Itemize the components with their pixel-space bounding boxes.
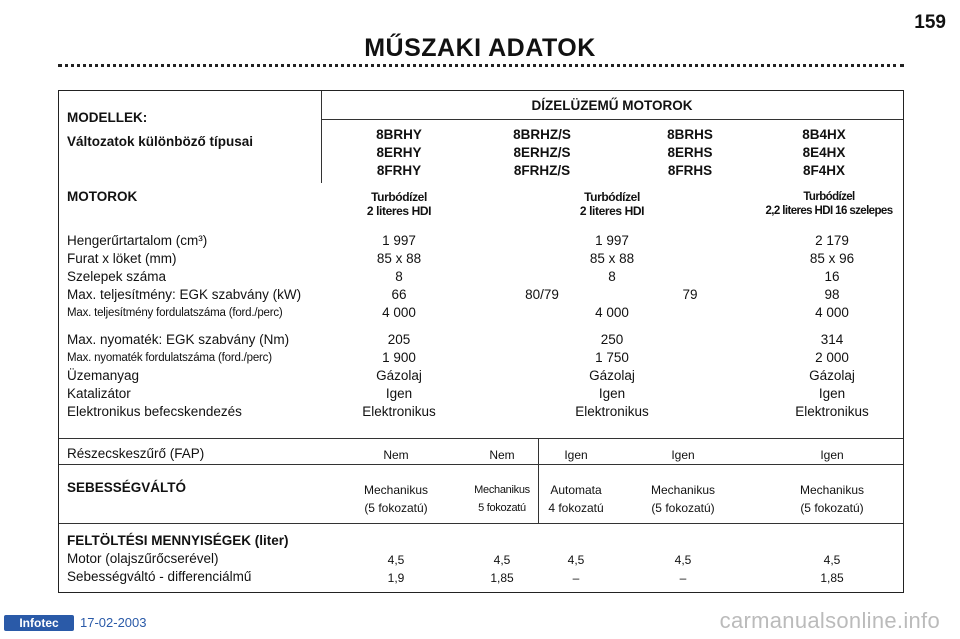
engine-type: Turbódízel 2 literes HDI	[366, 190, 432, 218]
spec-value: 16	[824, 269, 840, 284]
spec-value: 314	[820, 332, 844, 347]
fap-value: Igen	[671, 448, 695, 462]
spec-value: 8	[608, 269, 616, 284]
spec-value: 79	[682, 287, 698, 302]
footer-date: 17-02-2003	[80, 615, 147, 630]
variants-label: Változatok különböző típusai	[67, 134, 254, 149]
gearbox-value: Mechanikus (5 fokozatú)	[799, 483, 865, 515]
spec-label: Elektronikus befecskendezés	[67, 404, 242, 419]
spec-value: 85 x 96	[809, 251, 855, 266]
engines-label: MOTOROK	[67, 189, 138, 204]
spec-value: Igen	[598, 386, 626, 401]
fap-value: Nem	[489, 448, 515, 462]
row-divider	[59, 464, 903, 465]
gearbox-value: Automata 4 fokozatú	[548, 483, 604, 515]
spec-value: 80/79	[525, 287, 559, 302]
spec-value: 1 750	[595, 350, 629, 365]
spec-label: Furat x löket (mm)	[67, 251, 177, 266]
infotec-logo: Infotec	[4, 615, 74, 631]
spec-value: 98	[824, 287, 840, 302]
watermark: carmanualsonline.info	[719, 608, 940, 633]
capacity-value: –	[679, 571, 687, 585]
spec-value: 4 000	[595, 305, 629, 320]
capacity-label: Sebességváltó - differenciálmű	[67, 569, 252, 584]
spec-value: 85 x 88	[376, 251, 422, 266]
row-divider	[59, 438, 903, 439]
spec-value: 1 997	[382, 233, 416, 248]
capacity-value: 4,5	[823, 553, 841, 567]
spec-value: 8	[395, 269, 403, 284]
capacity-value: 4,5	[674, 553, 692, 567]
spec-value: Elektronikus	[362, 404, 436, 419]
spec-value: 2 000	[815, 350, 849, 365]
column-divider	[538, 438, 539, 523]
spec-value: Gázolaj	[809, 368, 855, 383]
capacity-value: –	[572, 571, 580, 585]
capacity-value: 1,85	[820, 571, 844, 585]
spec-value: 66	[391, 287, 407, 302]
spec-value: Elektronikus	[575, 404, 649, 419]
fap-value: Igen	[820, 448, 844, 462]
capacities-label: FELTÖLTÉSI MENNYISÉGEK (liter)	[67, 533, 289, 548]
spec-value: Gázolaj	[589, 368, 635, 383]
title-divider	[58, 64, 904, 67]
spec-value: 2 179	[815, 233, 849, 248]
engine-type: Turbódízel 2,2 literes HDI 16 szelepes	[765, 191, 893, 217]
spec-label: Max. nyomaték: EGK szabvány (Nm)	[67, 332, 290, 347]
gearbox-value: Mechanikus (5 fokozatú)	[363, 483, 429, 515]
capacity-label: Motor (olajszűrőcserével)	[67, 551, 219, 566]
variant-group: 8BRHY 8ERHY 8FRHY	[376, 127, 422, 178]
spec-value: Igen	[385, 386, 413, 401]
page-title: MŰSZAKI ADATOK	[364, 34, 596, 62]
gearbox-value: Mechanikus 5 fokozatú	[474, 484, 530, 514]
spec-value: Elektronikus	[795, 404, 869, 419]
variant-group: 8B4HX 8E4HX 8F4HX	[802, 127, 846, 178]
header-divider	[321, 119, 903, 120]
fap-value: Igen	[564, 448, 588, 462]
spec-value: 85 x 88	[589, 251, 635, 266]
spec-label: Hengerűrtartalom (cm³)	[67, 233, 208, 248]
specs-table	[58, 90, 904, 593]
models-label: MODELLEK:	[67, 110, 148, 125]
spec-value: 250	[600, 332, 624, 347]
capacity-value: 1,85	[490, 571, 514, 585]
spec-label: Katalizátor	[67, 386, 131, 401]
spec-label: Szelepek száma	[67, 269, 167, 284]
capacity-value: 4,5	[387, 553, 405, 567]
spec-value: 1 997	[595, 233, 629, 248]
page-number: 159	[914, 12, 946, 33]
fap-value: Nem	[383, 448, 409, 462]
spec-value: 1 900	[382, 350, 416, 365]
spec-label: Max. teljesítmény fordulatszáma (ford./perc)	[67, 307, 283, 319]
header-divider	[321, 91, 322, 183]
variant-group: 8BRHS 8ERHS 8FRHS	[667, 127, 713, 178]
spec-value: Igen	[818, 386, 846, 401]
spec-value: 4 000	[382, 305, 416, 320]
spec-value: Gázolaj	[376, 368, 422, 383]
capacity-value: 4,5	[493, 553, 511, 567]
spec-value: 4 000	[815, 305, 849, 320]
fap-label: Részecskeszűrő (FAP)	[67, 446, 205, 461]
spec-label: Üzemanyag	[67, 368, 140, 383]
gearbox-label: SEBESSÉGVÁLTÓ	[67, 480, 187, 495]
capacity-value: 1,9	[387, 571, 405, 585]
spec-label: Max. teljesítmény: EGK szabvány (kW)	[67, 287, 302, 302]
engine-type: Turbódízel 2 literes HDI	[579, 190, 645, 218]
capacity-value: 4,5	[567, 553, 585, 567]
spec-label: Max. nyomaték fordulatszáma (ford./perc)	[67, 352, 272, 364]
row-divider	[59, 523, 903, 524]
engines-title: DÍZELÜZEMŰ MOTOROK	[531, 98, 693, 113]
variant-group: 8BRHZ/S 8ERHZ/S 8FRHZ/S	[513, 127, 571, 178]
gearbox-value: Mechanikus (5 fokozatú)	[650, 483, 716, 515]
spec-value: 205	[387, 332, 411, 347]
